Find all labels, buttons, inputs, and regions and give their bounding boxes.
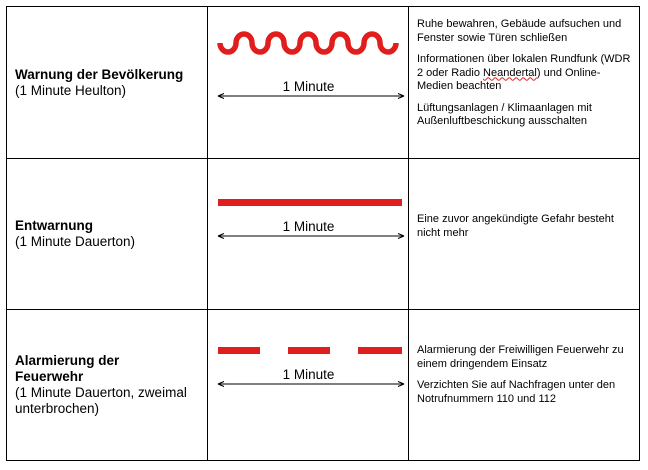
signal-cell [208,159,409,309]
table-row-all-clear [7,159,639,310]
row-title: Warnung der Bevölkerung [15,66,184,82]
label-cell [7,7,208,158]
description-cell [409,159,639,309]
description-cell [409,310,639,460]
row-subtitle: (1 Minute Heulton) [15,82,127,98]
signal-cell [208,310,409,460]
instruction-text: Alarmierung der Freiwilligen Feuerwehr zu einem dringendem Einsatz [417,344,624,370]
table-row-fire-brigade [7,310,639,460]
instruction-text: Eine zuvor angekündigte Gefahr besteht nicht mehr [417,213,614,239]
instruction-text: Lüftungsanlagen / Klimaanlagen mit Außenluftbeschickung ausschalten [417,101,592,127]
instruction-text: Verzichten Sie auf Nachfragen unter den Notrufnummern 110 und 112 [417,379,616,405]
label-cell [7,310,208,460]
continuous-tone-bar [218,199,402,206]
duration-label: 1 Minute [282,79,335,94]
signal-cell [208,7,409,158]
duration-label: 1 Minute [282,367,335,382]
row-title: Alarmierung der Feuerwehr [15,353,120,384]
instruction-text-info: Informationen über lokalen Rundfunk (WDR 2 oder Radio Neandertal) und Online-Medien beachten [417,53,631,92]
table-row-warning [7,7,639,159]
duration-label: 1 Minute [282,219,335,234]
siren-signal-table [6,6,640,461]
label-cell [7,159,208,309]
signal-graphic [208,310,409,460]
description-cell [409,7,639,158]
duration-arrow [218,234,404,239]
row-subtitle: (1 Minute Dauerton) [15,234,136,249]
instruction-text: Ruhe bewahren, Gebäude aufsuchen und Fenster sowie Türen schließen [417,18,622,44]
signal-graphic [208,159,409,310]
duration-arrow [218,382,404,387]
row-subtitle: (1 Minute Dauerton, zweimal unterbrochen) [15,385,187,416]
tone-segment-3 [358,347,402,354]
tone-segment-2 [288,347,330,354]
row-title: Entwarnung [15,218,93,233]
tone-segment-1 [218,347,260,354]
spellcheck-marked-word: Neandertal [483,66,537,79]
duration-arrow [218,94,404,99]
howl-wave-line [220,34,396,52]
